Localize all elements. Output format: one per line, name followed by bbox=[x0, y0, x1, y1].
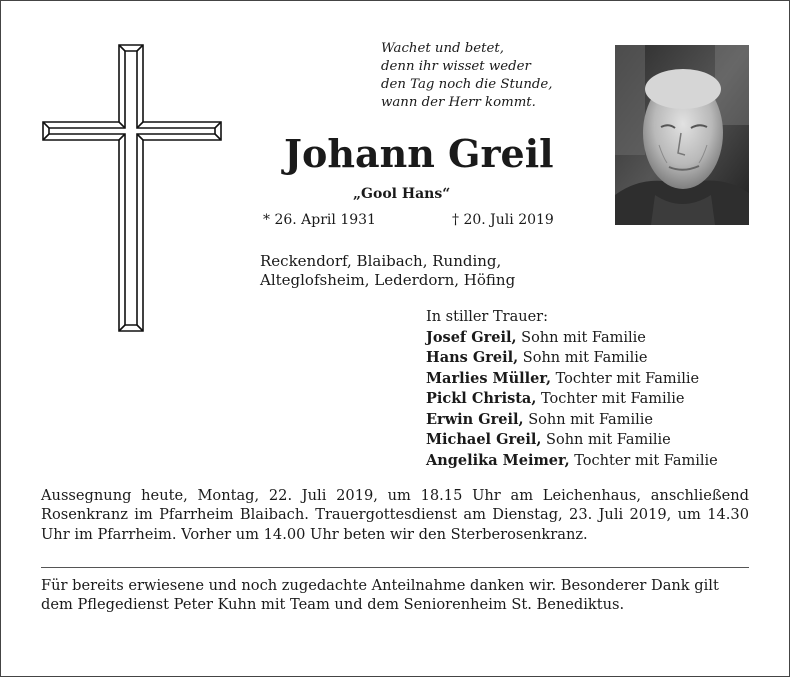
mourner-relation: Tochter mit Familie bbox=[569, 452, 718, 469]
mourner-entry bbox=[426, 430, 718, 451]
motto-line: denn ihr wisset weder bbox=[381, 59, 531, 74]
thanks-text: Für bereits erwiesene und noch zugedachte Anteilnahme danken wir. Besonderer Dank gilt dem Pflegedienst Peter Kuhn mit Team und dem Seniorenheim St. Benediktus. bbox=[41, 577, 719, 614]
mourner-entry bbox=[426, 328, 718, 349]
mourner-relation: Tochter mit Familie bbox=[536, 391, 685, 407]
deceased-nickname: „Gool Hans“ bbox=[353, 186, 451, 202]
mourner-name: Josef Greil, bbox=[426, 328, 517, 346]
mourner-name: Angelika Meimer, bbox=[426, 451, 570, 469]
mourner-relation: Sohn mit Familie bbox=[541, 432, 671, 448]
mourner-entry bbox=[426, 369, 718, 390]
birth-date: * 26. April 1931 bbox=[263, 212, 376, 228]
motto-line: den Tag noch die Stunde, bbox=[381, 77, 553, 92]
mourners-block bbox=[426, 308, 718, 471]
places-line: Alteglofsheim, Lederdorn, Höfing bbox=[260, 271, 516, 289]
motto-verse bbox=[381, 40, 611, 112]
places-list bbox=[260, 252, 515, 290]
mourner-entry bbox=[426, 451, 718, 472]
mourner-name: Erwin Greil, bbox=[426, 410, 524, 428]
deceased-name: Johann Greil bbox=[284, 131, 554, 176]
death-date: † 20. Juli 2019 bbox=[452, 212, 554, 228]
mourner-name: Michael Greil, bbox=[426, 431, 542, 448]
funeral-details: Aussegnung heute, Montag, 22. Juli 2019, um 18.15 Uhr am Leichenhaus, anschließend Rosenkranz im Pfarrheim Blaibach. Trauergottesdienst am Dienstag, 23. Juli 2019, um 14.30 Uhr im Pfarrheim. Vorher um 14.00 Uhr beten wir den Sterberosenkranz. bbox=[41, 487, 749, 543]
mourner-name: Marlies Müller, bbox=[426, 369, 552, 387]
mourner-entry bbox=[426, 389, 718, 410]
motto-line: Wachet und betet, bbox=[381, 41, 504, 56]
mourner-relation: Sohn mit Familie bbox=[523, 411, 653, 428]
mourner-name: Pickl Christa, bbox=[426, 390, 537, 407]
mourning-intro: In stiller Trauer: bbox=[426, 309, 548, 325]
mourner-relation: Sohn mit Familie bbox=[516, 329, 646, 346]
divider bbox=[41, 567, 749, 568]
cross-icon bbox=[41, 43, 223, 333]
portrait-photo bbox=[615, 45, 749, 225]
mourner-name: Hans Greil, bbox=[426, 349, 519, 366]
mourner-relation: Sohn mit Familie bbox=[518, 350, 648, 366]
places-line: Reckendorf, Blaibach, Runding, bbox=[260, 252, 502, 270]
mourner-entry bbox=[426, 410, 718, 431]
mourner-relation: Tochter mit Familie bbox=[551, 370, 700, 387]
motto-line: wann der Herr kommt. bbox=[381, 95, 536, 110]
mourner-entry bbox=[426, 348, 718, 369]
